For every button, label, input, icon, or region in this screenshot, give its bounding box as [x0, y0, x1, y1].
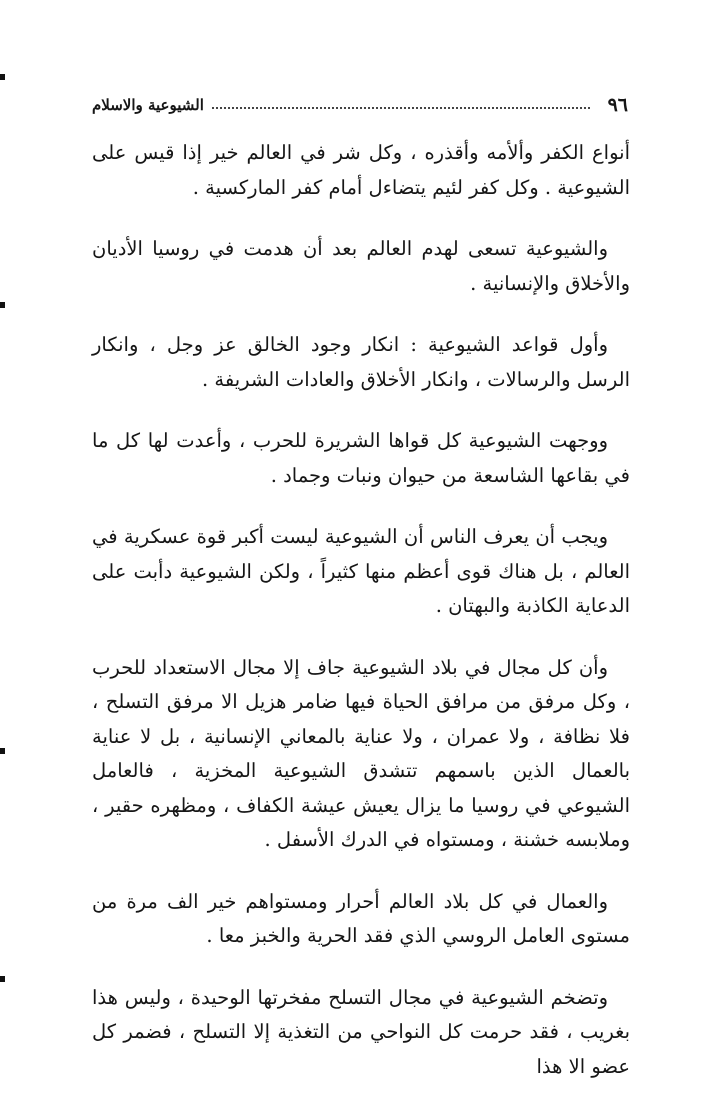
paragraph-1: أنواع الكفر وألأمه وأقذره ، وكل شر في العالم خير إذا قيس على الشيوعية . وكل كفر لئيم يتضاءل أمام كفر الماركسية . — [92, 141, 630, 199]
page-header — [92, 90, 628, 120]
paragraph-8: وتضخم الشيوعية في مجال التسلح مفخرتها الوحيدة ، وليس هذا بغريب ، فقد حرمت كل النواحي من التغذية إلا التسلح ، فضمر كل عضو الا هذا — [92, 985, 630, 1078]
paragraph-2: والشيوعية تسعى لهدم العالم بعد أن هدمت في روسيا الأديان والأخلاق والإنسانية . — [92, 237, 630, 295]
paragraph-3: وأول قواعد الشيوعية : انكار وجود الخالق عز وجل ، وانكار الرسل والرسالات ، وانكار الأخلاق والعادات الشريفة . — [92, 333, 630, 391]
scan-edge-mark — [0, 74, 5, 80]
paragraph-7: والعمال في كل بلاد العالم أحرار ومستواهم خير الف مرة من مستوى العامل الروسي الذي فقد الحرية والخبز معا . — [92, 889, 630, 947]
scan-edge-mark — [0, 302, 5, 308]
scan-edge-mark — [0, 748, 5, 754]
paragraph-5: ويجب أن يعرف الناس أن الشيوعية ليست أكبر قوة عسكرية في العالم ، بل هناك قوى أعظم منها كثيراً ، ولكن الشيوعية دأبت على الدعاية الكاذبة والبهتان . — [92, 525, 630, 617]
dotted-leader — [212, 107, 590, 109]
scan-edge-mark — [0, 976, 5, 982]
page-number: ٩٦ — [607, 94, 628, 116]
paragraph-4: ووجهت الشيوعية كل قواها الشريرة للحرب ، وأعدت لها كل ما في بقاعها الشاسعة من حيوان ونبات وجماد . — [92, 429, 630, 487]
page-body — [92, 136, 630, 1111]
running-title: الشيوعية والاسلام — [92, 96, 204, 114]
paragraph-6: وأن كل مجال في بلاد الشيوعية جاف إلا مجال الاستعداد للحرب ، وكل مرفق من مرافق الحياة فيها ضامر هزيل الا مرفق التسلح ، فلا نظافة ، ولا عمران ، ولا عناية بالمعاني الإنسانية ، بل لا عناية بالعمال الذين باسمهم تتشدق الشيوعية المخزية ، فالعامل الشيوعي في روسيا ما يزال يعيش عيشة الكفاف ، ومظهره حقير ، وملابسه خشنة ، ومستواه في الدرك الأسفل . — [92, 655, 630, 851]
